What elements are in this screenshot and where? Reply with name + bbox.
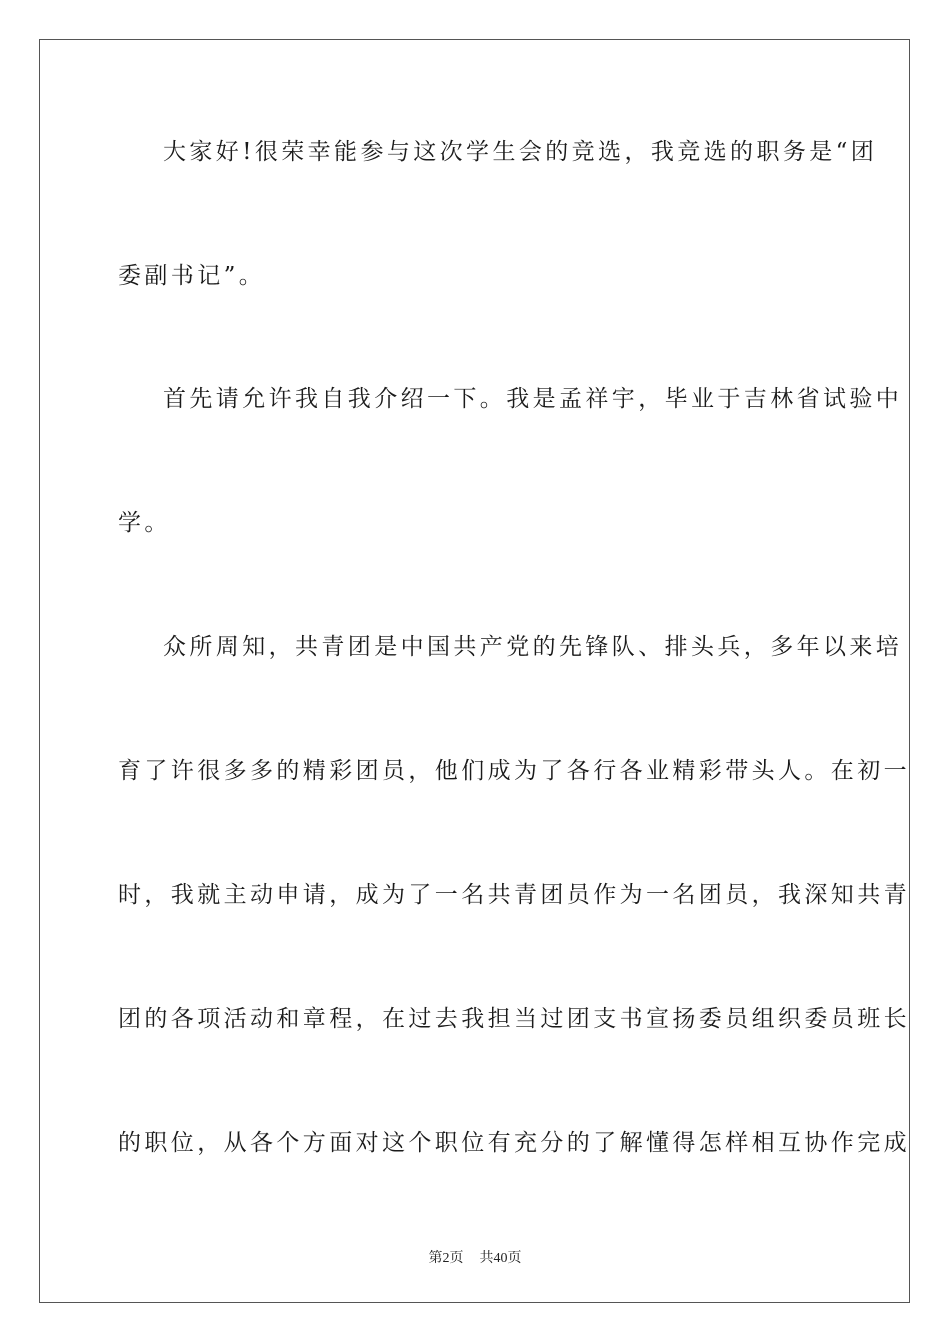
- paragraph-3-line-5: 的职位，从各个方面对这个职位有充分的了解懂得怎样相互协作完成: [118, 1130, 910, 1156]
- paragraph-3-line-3: 时，我就主动申请，成为了一名共青团员作为一名团员，我深知共青: [118, 882, 910, 908]
- paragraph-3-line-1: 众所周知，共青团是中国共产党的先锋队、排头兵，多年以来培: [163, 634, 903, 660]
- paragraph-3-line-2: 育了许很多多的精彩团员，他们成为了各行各业精彩带头人。在初一: [118, 758, 910, 784]
- paragraph-3-line-4: 团的各项活动和章程，在过去我担当过团支书宣扬委员组织委员班长: [118, 1006, 910, 1032]
- paragraph-1-line-2: 委副书记”。: [118, 263, 266, 289]
- paragraph-2-line-2: 学。: [118, 510, 171, 536]
- paragraph-1-line-1: 大家好!很荣幸能参与这次学生会的竞选，我竞选的职务是“团: [163, 139, 878, 165]
- page-border: [39, 39, 910, 1303]
- page-total: 共40页: [479, 1251, 522, 1266]
- paragraph-2-line-1: 首先请允许我自我介绍一下。我是孟祥宇，毕业于吉林省试验中: [163, 386, 903, 412]
- page-footer: [0, 1247, 950, 1267]
- page-number: 第2页: [428, 1251, 464, 1266]
